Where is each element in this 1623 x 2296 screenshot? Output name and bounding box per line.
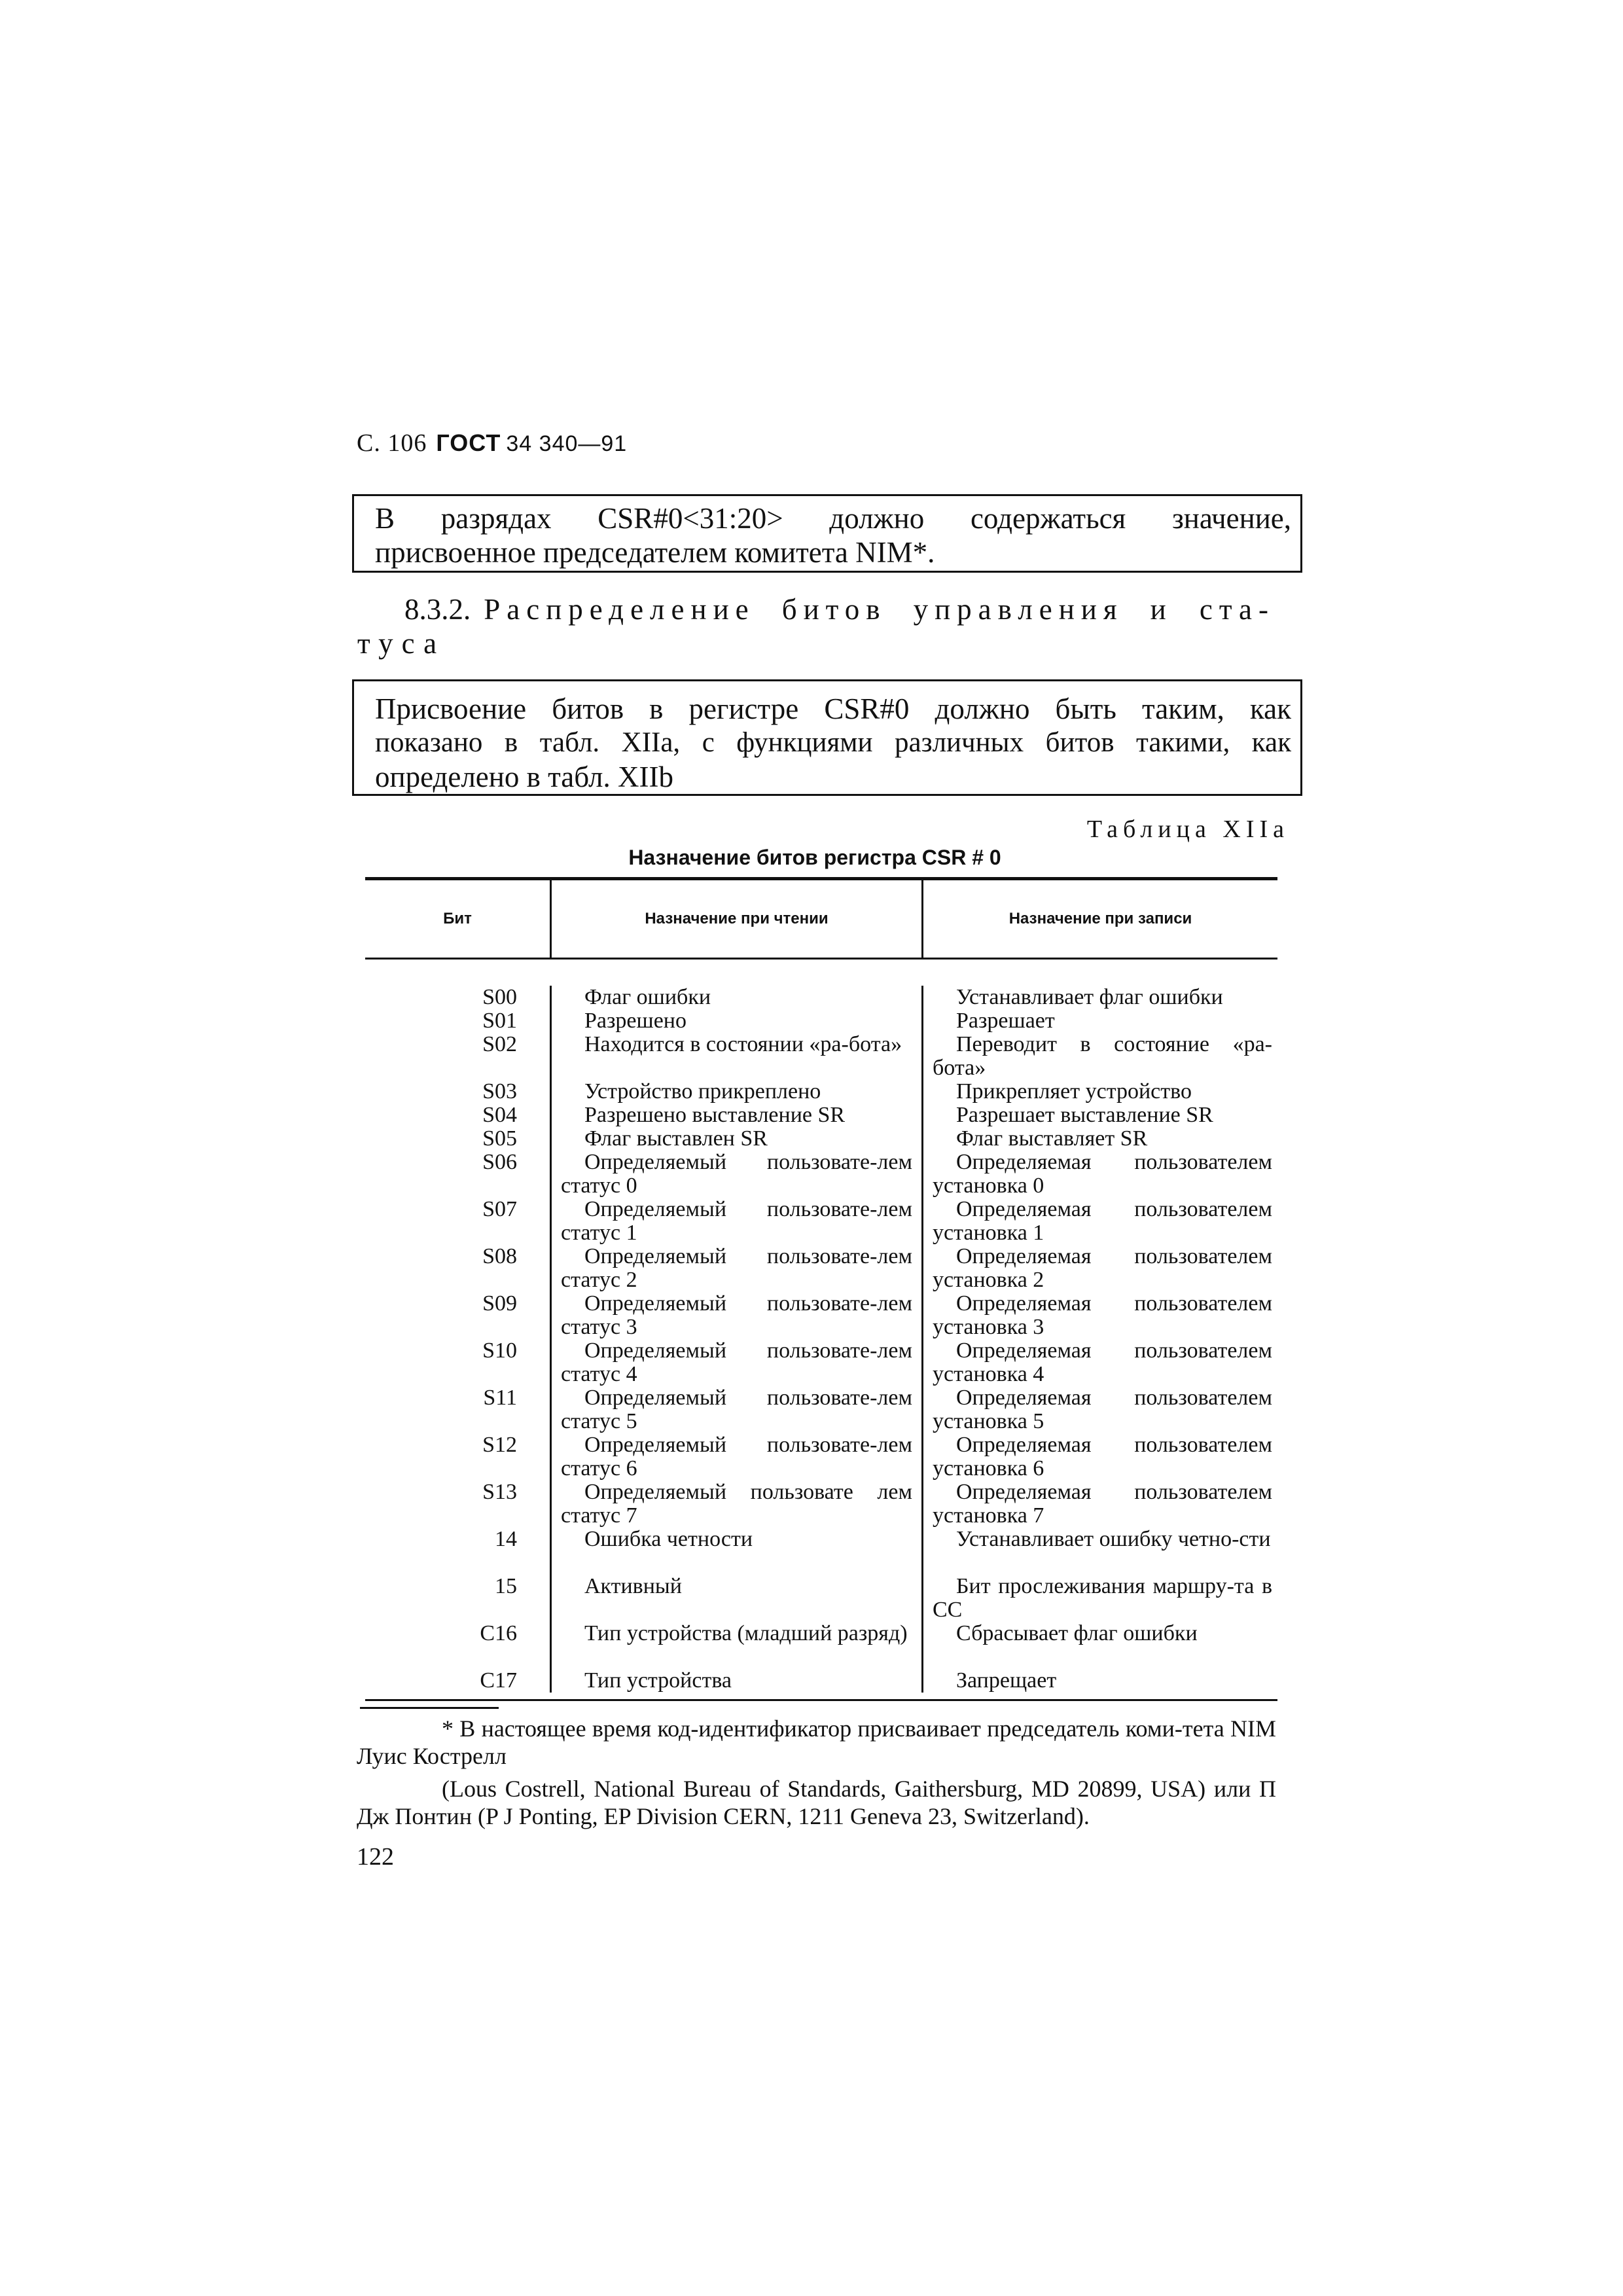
table-cell-bit: S12 — [482, 1433, 517, 1457]
section-title-line2: туса — [357, 627, 446, 660]
table-cell-read: Определяемый пользовате-лем статус 2 — [550, 1245, 921, 1292]
box1-line1: В разрядах CSR#0<31:20> должно содержаться значение, — [375, 502, 1291, 535]
table-cell-write: Определяемая пользователем установка 3 — [921, 1292, 1277, 1339]
table-cell-read: Определяемый пользовате-лем статус 0 — [550, 1151, 921, 1198]
footnote-text-2: (Lous Costrell, National Bureau of Standards, Gaithersburg, MD 20899, USA) или П Дж Понтин (P J Ponting, EP Division CERN, 1211 Geneva 23, Switzerland). — [357, 1776, 1276, 1829]
table-cell-write: Запрещает — [921, 1669, 1277, 1693]
table-cell-read: Находится в состоянии «ра-бота» — [550, 1033, 921, 1080]
table-cell-write: Определяемая пользователем установка 7 — [921, 1480, 1277, 1528]
header-write: Назначение при записи — [921, 880, 1277, 958]
box1-line2: присвоенное председателем комитета NIM*. — [375, 536, 935, 569]
table-cell-read: Флаг ошибки — [550, 986, 921, 1009]
table-cell-bit: S09 — [482, 1291, 517, 1316]
table-cell-write: Разрешает выставление SR — [921, 1103, 1277, 1127]
header-bit: Бит — [443, 910, 472, 927]
table-cell-write: Флаг выставляет SR — [921, 1127, 1277, 1151]
table-cell-bit: S03 — [482, 1079, 517, 1103]
table-cell-read: Активный — [550, 1575, 921, 1622]
table-cell-write: Определяемая пользователем установка 0 — [921, 1151, 1277, 1198]
table-title: Назначение битов регистра CSR # 0 — [628, 846, 1001, 869]
table-cell-bit: S01 — [482, 1009, 517, 1033]
footnote-text-1: * В настоящее время код-идентификатор присваивает председатель коми-тета NIM Луис Кострелл — [357, 1715, 1276, 1769]
table-cell-read: Ошибка четности — [550, 1528, 921, 1575]
table-cell-write: Устанавливает ошибку четно-сти — [921, 1528, 1277, 1575]
standard-number: 34 340—91 — [506, 431, 628, 456]
box2-line1: Присвоение битов в регистре CSR#0 должно быть таким, как — [375, 692, 1291, 725]
section-number: 8.3.2. — [404, 593, 471, 626]
table-cell-write: Определяемая пользователем установка 2 — [921, 1245, 1277, 1292]
page-header — [357, 429, 627, 457]
table-body — [365, 960, 1277, 1699]
table-cell-read: Тип устройства — [550, 1669, 921, 1693]
table-cell-read: Определяемый пользовате-лем статус 3 — [550, 1292, 921, 1339]
table-cell-bit: S00 — [482, 985, 517, 1009]
table-cell-read: Флаг выставлен SR — [550, 1127, 921, 1151]
table-cell-read: Определяемый пользовате-лем статус 4 — [550, 1339, 921, 1386]
table-cell-write: Устанавливает флаг ошибки — [921, 986, 1277, 1009]
page-number: 122 — [357, 1843, 394, 1871]
boxed-paragraph-1 — [352, 494, 1302, 573]
table-cell-bit: 14 — [495, 1527, 517, 1551]
box2-line3: определено в табл. XIIb — [375, 761, 673, 793]
table-cell-bit: S02 — [482, 1032, 517, 1056]
table-cell-write: Определяемая пользователем установка 1 — [921, 1198, 1277, 1245]
standard-label: ГОСТ — [436, 429, 501, 456]
footnote-rule — [360, 1707, 499, 1709]
table-cell-write: Определяемая пользователем установка 6 — [921, 1433, 1277, 1480]
box2-line2: показано в табл. XIIa, с функциями различных битов такими, как — [375, 727, 1291, 758]
table-label: Таблица XIIa — [1086, 816, 1289, 843]
table-cell-bit: S13 — [482, 1480, 517, 1504]
table-cell-write: Определяемая пользователем установка 4 — [921, 1339, 1277, 1386]
table-cell-read: Определяемый пользовате лем статус 7 — [550, 1480, 921, 1528]
boxed-paragraph-2 — [352, 679, 1302, 796]
table-cell-read: Разрешено выставление SR — [550, 1103, 921, 1127]
table-cell-write: Переводит в состояние «ра-бота» — [921, 1033, 1277, 1080]
table-cell-bit: S04 — [482, 1103, 517, 1127]
table-cell-write: Прикрепляет устройство — [921, 1080, 1277, 1103]
table-cell-bit: S10 — [482, 1338, 517, 1363]
footnote — [357, 1715, 1276, 1830]
table-cell-read: Разрешено — [550, 1009, 921, 1033]
section-title-line1: Распределение битов управления и ста- — [484, 593, 1275, 626]
bit-assignment-table — [365, 877, 1277, 1701]
table-cell-bit: S08 — [482, 1244, 517, 1268]
section-heading — [357, 592, 1275, 660]
table-cell-read: Определяемый пользовате-лем статус 5 — [550, 1386, 921, 1433]
table-cell-bit: S06 — [482, 1150, 517, 1174]
table-cell-bit: 15 — [495, 1574, 517, 1598]
table-cell-bit: C17 — [480, 1668, 517, 1693]
table-cell-read: Устройство прикреплено — [550, 1080, 921, 1103]
table-cell-read: Определяемый пользовате-лем статус 6 — [550, 1433, 921, 1480]
table-cell-write: Бит прослеживания маршру-та в CC — [921, 1575, 1277, 1622]
header-read: Назначение при чтении — [550, 880, 921, 958]
table-cell-read: Определяемый пользовате-лем статус 1 — [550, 1198, 921, 1245]
table-cell-bit: S07 — [482, 1197, 517, 1221]
table-cell-read: Тип устройства (младший разряд) — [550, 1622, 921, 1669]
table-cell-bit: C16 — [480, 1621, 517, 1645]
table-cell-write: Разрешает — [921, 1009, 1277, 1033]
table-cell-write: Сбрасывает флаг ошибки — [921, 1622, 1277, 1669]
table-header-row — [365, 880, 1277, 960]
table-cell-bit: S11 — [483, 1386, 517, 1410]
table-cell-bit: S05 — [482, 1126, 517, 1151]
page-prefix: С. 106 — [357, 429, 427, 457]
table-cell-write: Определяемая пользователем установка 5 — [921, 1386, 1277, 1433]
